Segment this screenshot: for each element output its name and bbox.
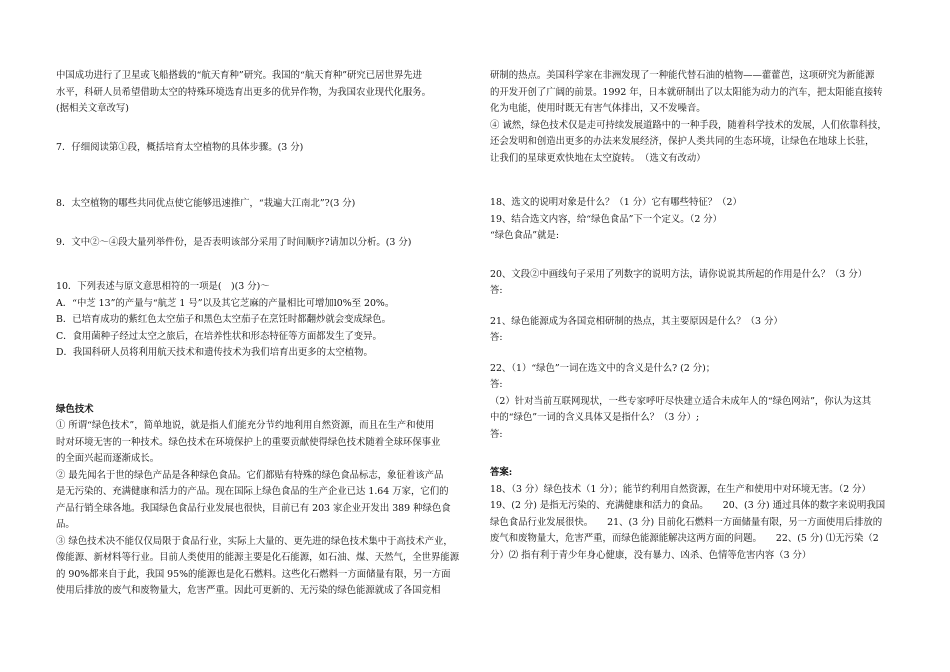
option-c: C．食用菌种子经过太空之旅后，在培养性状和形态特征等方面都发生了变异。: [56, 330, 382, 342]
question-22-2: （2）针对当前互联网现状，一些专家呼吁尽快建立适合未成年人的“绿色网站”，你认为这其: [490, 395, 872, 407]
answer-line: 19、(2 分) 是指无污染的、充满健康和活力的食品。 20、(3 分) 通过具体的数字来说明我国: [490, 500, 886, 511]
article-line: 还会发明和创造出更多的办法来发展经济，保护人类共同的生态环境，让绿色在地球上长驻，: [490, 136, 875, 147]
question-22-1: 22、（1）“绿色”一词在选文中的含义是什么? (2 分)；: [490, 362, 716, 374]
right-column: [490, 68, 908, 564]
article-line: 的全面兴起而逐渐成长。: [56, 453, 160, 464]
option-d: D．我国科研人员将利用航天技术和遗传技术为我们培育出更多的太空植物。: [56, 347, 373, 358]
article-line: 的 90%都来自于此，我国 95%的能源也是化石燃料。这些化石燃料一方面储量有限，另一方面: [56, 568, 451, 580]
answer-line: 绿色食品行业发展很快。 21、(3 分) 目前化石燃料一方面储量有限，另一方面使用后排放的: [490, 516, 883, 528]
answer-label: 答:: [490, 285, 503, 296]
article-line: 的开发开创了广阔的前景。1992 年，日本就研制出了以太阳能为动力的汽车，把太阳能直接转: [490, 86, 883, 98]
question-19-prompt: “绿色食品”就是:: [490, 230, 559, 241]
article-line: 化为电能，使用时既无有害气体排出，又不发噪音。: [490, 103, 706, 114]
article-line: ③ 绿色技术决不能仅仅局限于食品行业，实际上大量的、更先进的绿色技术集中于高技术产业，: [56, 535, 453, 547]
option-b: B．已培育成功的紫红色太空茄子和黑色太空茄子在烹饪时都翻炒就会变成绿色。: [56, 314, 392, 325]
article-title: 绿色技术: [56, 403, 94, 415]
article-line: ① 所谓“绿色技术”，简单地说，就是指人们能充分节约地利用自然资源，而且在生产和使用: [56, 420, 435, 431]
question-10: 10．下列表述与原文意思相符的一项是( )(3 分)～: [56, 281, 270, 292]
left-column: [56, 68, 474, 600]
intro-source: (据相关文章改写): [56, 103, 129, 114]
article-line: 研制的热点。美国科学家在非洲发现了一种能代替石油的植物——藿藿芭，这项研究为新能源: [490, 70, 875, 81]
question-9: 9．文中②～④段大量列举件份，是否表明该部分采用了时间顺序?请加以分析。(3 分): [56, 236, 412, 248]
answer-label: 答:: [490, 379, 503, 390]
intro-line: 中国成功进行了卫星或飞船搭载的“航天育种”研究。我国的“航天育种”研究已居世界先进: [56, 70, 423, 81]
answer-line: 废气和废物量大，危害严重，而绿色能源能解决这两方面的问题。 22、(5 分) ⑴无污染（2: [490, 533, 879, 544]
answer-line: 分）⑵ 指有利于青少年身心健康，没有暴力、凶杀、色情等危害内容（3 分）: [490, 549, 812, 561]
question-22-2: 中的“绿色”一词的含义具体又是指什么？（3 分）;: [490, 412, 700, 423]
article-line: 让我们的星球更欢快地在太空旋转。 （选文有改动）: [490, 152, 706, 164]
article-line: 品。: [56, 519, 75, 530]
question-21: 21、绿色能源成为各国竞相研制的热点，其主要原因是什么？（3 分）: [490, 315, 783, 327]
article-line: 是无污染的、充满健康和活力的产品。现在国际上绿色食品的生产企业已达 1.64 万家，它们的: [56, 486, 449, 497]
intro-line: 水平，科研人员希望借助太空的特殊环境选育出更多的优异作物，为我国农业现代化服务。: [56, 86, 432, 98]
question-7: 7．仔细阅读第①段，概括培育太空植物的具体步骤。(3 分): [56, 141, 304, 153]
answer-label: 答:: [490, 332, 503, 343]
option-a: A．“中芝 13”的产量与“航芝 1 号”以及其它芝麻的产量相比可增加l0%至 20%。: [56, 297, 395, 309]
question-18: 18、选文的说明对象是什么？（1 分）它有哪些特征？（2）: [490, 197, 742, 208]
answer-line: 18、（3 分）绿色技术（1 分）；能节约利用自然资源，在生产和使用中对环境无害。（2 分）: [490, 483, 871, 495]
answers-title: 答案:: [490, 467, 513, 478]
question-8: 8．太空植物的哪些共同优点使它能够迅速推广，“栽遍大江南北”?(3 分): [56, 198, 356, 209]
article-line: ④ 诚然，绿色技术仅是走可持续发展道路中的一种手段，随着科学技术的发展，人们依靠科技，: [490, 119, 887, 131]
question-20: 20、文段②中画线句子采用了列数字的说明方法，请你说说其所起的作用是什么？（3 分）: [490, 268, 868, 280]
answer-label: 答:: [490, 428, 503, 440]
article-line: 产品行销全球各地。我国绿色食品行业发展也很快，目前已有 203 家企业开发出 389 种绿色食: [56, 502, 451, 514]
article-line: 时对环境无害的一种技术。绿色技术在环境保护上的重要贡献使得绿色技术随着全球环保事业: [56, 436, 441, 448]
article-line: 使用后排放的废气和废物量大，危害严重。因此可更新的、无污染的绿色能源就成了各国竞相: [56, 585, 441, 596]
article-line: ② 最先闻名于世的绿色产品是各种绿色食品。它们都贴有特殊的绿色食品标志，象征着该产品: [56, 469, 444, 481]
question-19: 19、结合选文内容，给“绿色食品”下一个定义。（2 分）: [490, 213, 723, 225]
article-line: 像能源、新材料等行业。目前人类使用的能源主要是化石能源，如石油、煤、天然气，全世界能源: [56, 552, 460, 563]
